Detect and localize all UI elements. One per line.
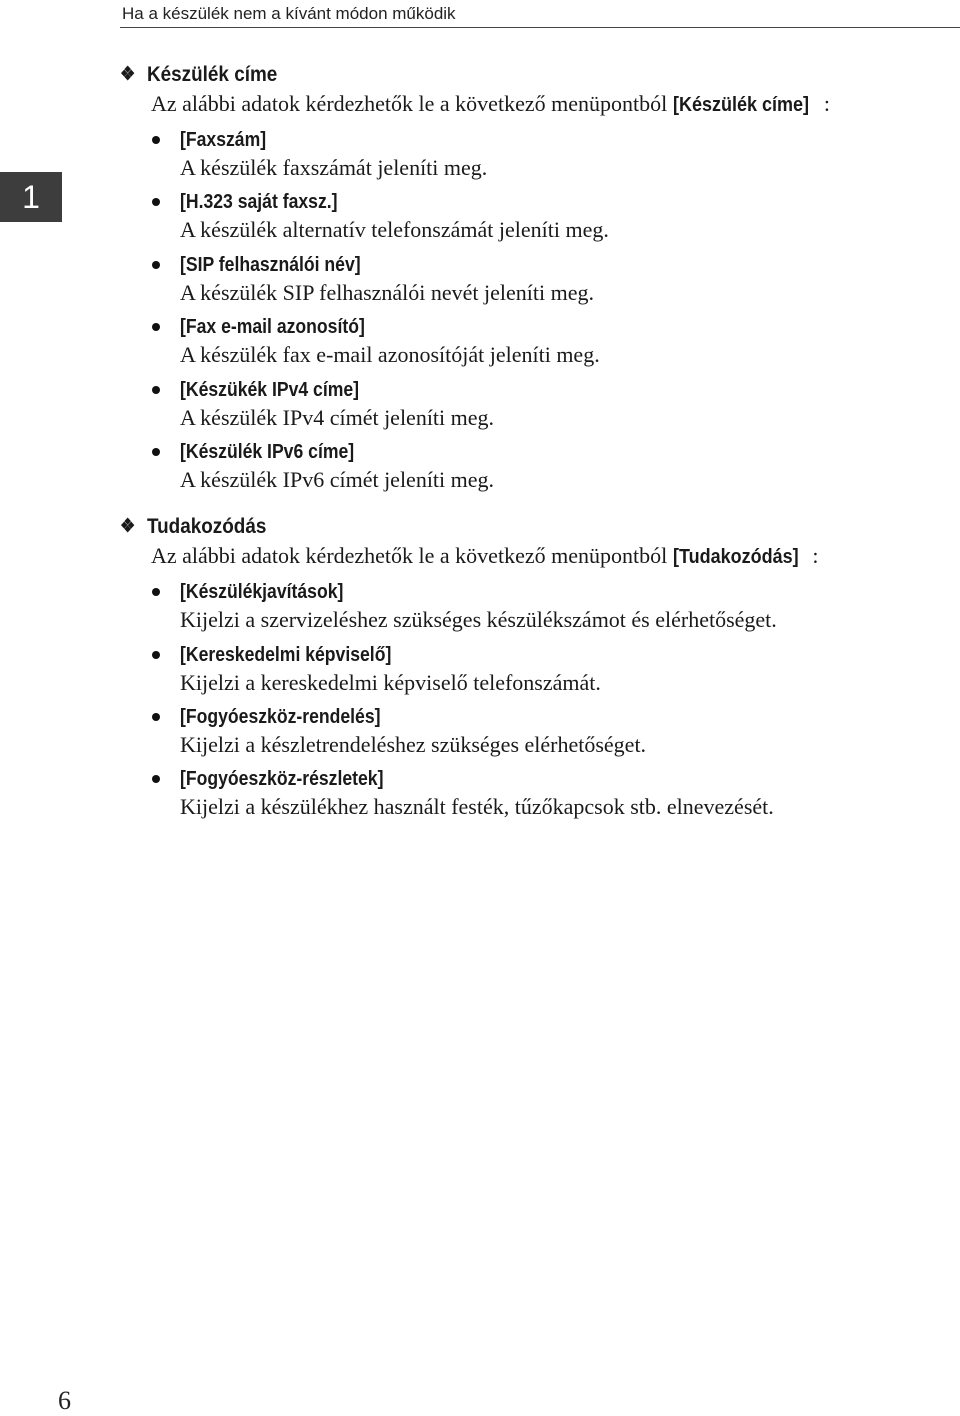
list-item-label: [Készülékjavítások] <box>180 581 344 603</box>
list-item-label: [Fax e-mail azonosító] <box>180 316 365 338</box>
list-item-description: A készülék faxszámát jeleníti meg. <box>180 155 488 180</box>
section-intro <box>151 542 818 571</box>
list-item-description: Kijelzi a készülékhez használt festék, tűzőkapcsok stb. elnevezését. <box>180 794 774 819</box>
list-item-description: Kijelzi a készletrendeléshez szükséges elérhetőséget. <box>180 732 647 757</box>
header-rule <box>120 27 960 28</box>
chapter-tab: 1 <box>0 172 62 222</box>
intro-text: Az alábbi adatok kérdezhetők le a következő menüpontból <box>151 91 673 116</box>
section-title: Tudakozódás <box>147 515 267 538</box>
section-intro <box>151 90 830 119</box>
bullet-dot-icon <box>152 386 160 394</box>
list-item-label: [H.323 saját faxsz.] <box>180 191 338 213</box>
intro-menu-reference: [Tudakozódás] <box>672 546 799 568</box>
diamond-bullet-icon: ❖ <box>120 516 136 537</box>
list-item-label: [SIP felhasználói név] <box>180 254 361 276</box>
list-item-label: [Fogyóeszköz-rendelés] <box>180 706 381 728</box>
intro-suffix: : <box>823 91 830 116</box>
diamond-bullet-icon: ❖ <box>120 64 136 85</box>
list-item-label: [Faxszám] <box>180 129 267 151</box>
list-item-description: Kijelzi a szervizeléshez szükséges készülékszámot és elérhetőséget. <box>180 607 777 632</box>
list-item-description: A készülék IPv4 címét jeleníti meg. <box>180 405 495 430</box>
running-header: Ha a készülék nem a kívánt módon működik <box>122 4 456 23</box>
bullet-dot-icon <box>152 261 160 269</box>
list-item-description: A készülék fax e-mail azonosítóját jeleníti meg. <box>180 342 600 367</box>
list-item-description: A készülék alternatív telefonszámát jeleníti meg. <box>180 217 609 242</box>
bullet-dot-icon <box>152 651 160 659</box>
bullet-dot-icon <box>152 136 160 144</box>
list-item-label: [Fogyóeszköz-részletek] <box>180 768 384 790</box>
list-item-label: [Készükék IPv4 címe] <box>180 379 360 401</box>
list-item-label: [Készülék IPv6 címe] <box>180 441 355 463</box>
intro-text: Az alábbi adatok kérdezhetők le a következő menüpontból <box>151 543 673 568</box>
page-number: 6 <box>58 1386 71 1415</box>
bullet-dot-icon <box>152 775 160 783</box>
section-title: Készülék címe <box>147 63 278 86</box>
intro-suffix: : <box>812 543 819 568</box>
intro-menu-reference: [Készülék címe] <box>672 94 809 116</box>
section-heading <box>120 62 277 88</box>
list-item-description: A készülék SIP felhasználói nevét jeleníti meg. <box>180 280 595 305</box>
list-item-label: [Kereskedelmi képviselő] <box>180 644 392 666</box>
section-heading <box>120 514 266 540</box>
bullet-dot-icon <box>152 198 160 206</box>
list-item-description: Kijelzi a kereskedelmi képviselő telefonszámát. <box>180 670 601 695</box>
list-item-description: A készülék IPv6 címét jeleníti meg. <box>180 467 495 492</box>
bullet-dot-icon <box>152 713 160 721</box>
bullet-dot-icon <box>152 323 160 331</box>
bullet-dot-icon <box>152 588 160 596</box>
bullet-dot-icon <box>152 448 160 456</box>
